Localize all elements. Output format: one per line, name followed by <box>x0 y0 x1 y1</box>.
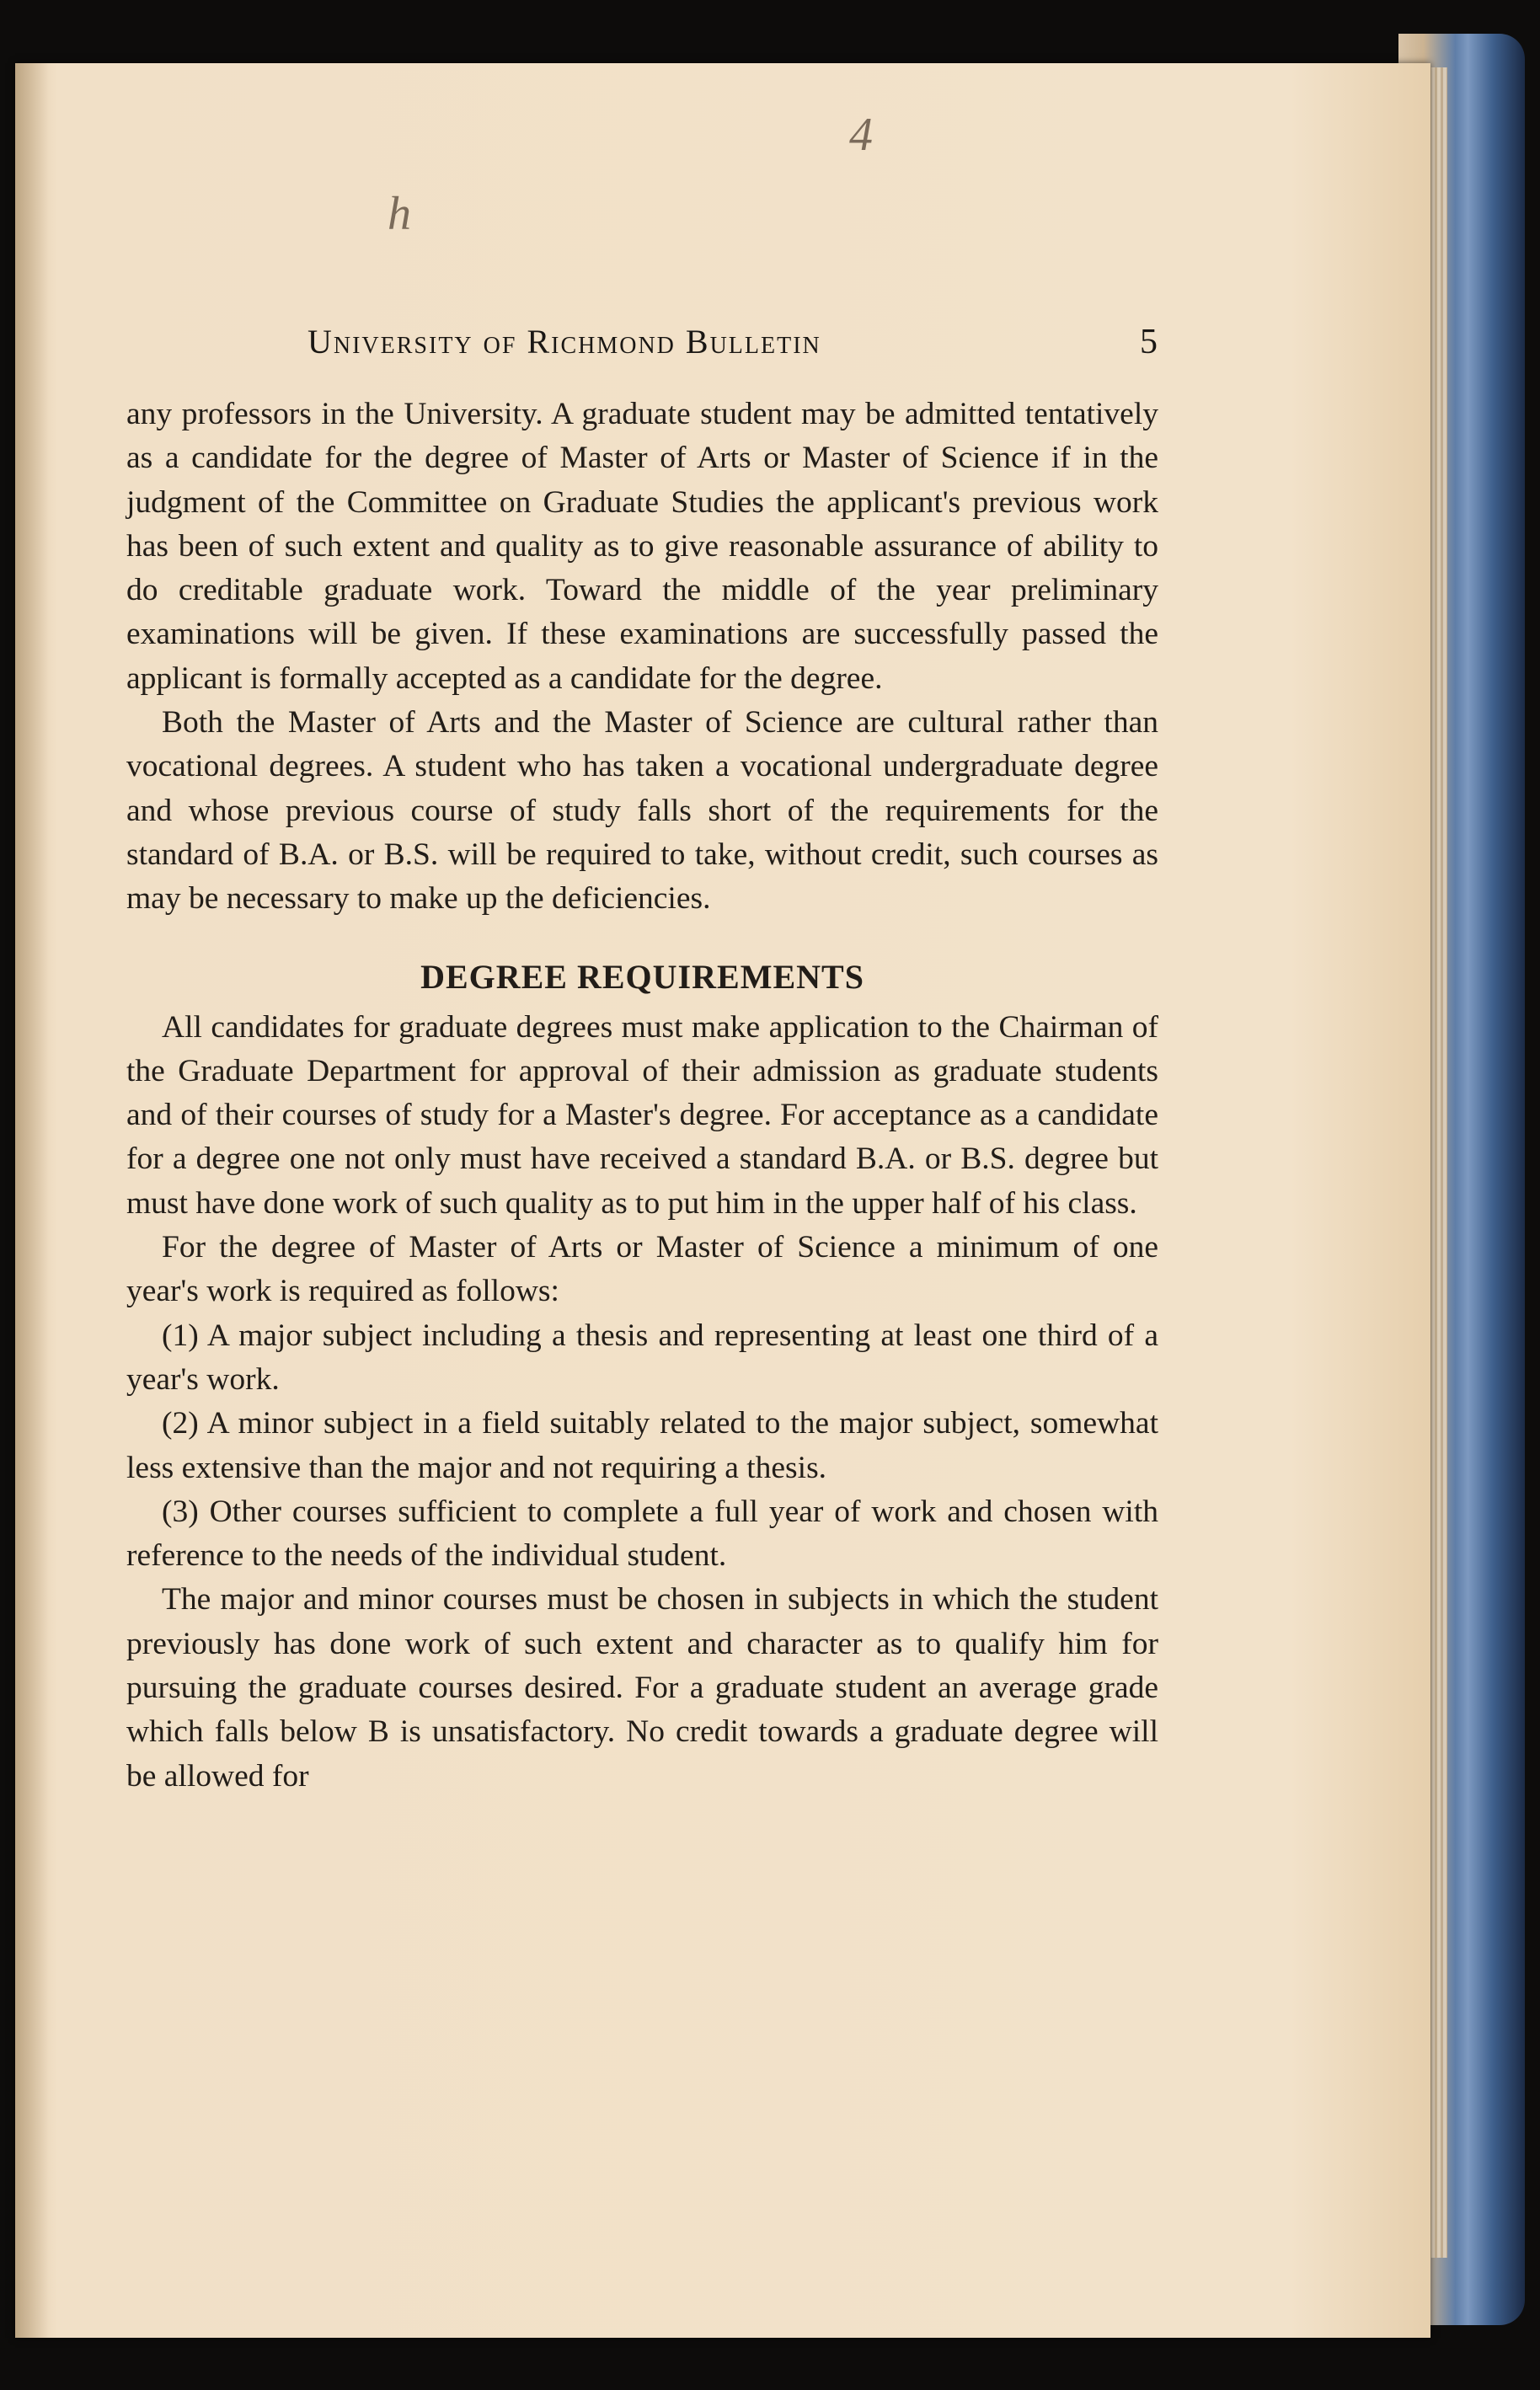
body-text <box>126 393 1158 1799</box>
paragraph: Both the Master of Arts and the Master of Science are cultural rather than vocational degrees. A student who has taken a vocational undergraduate degree and whose previous course of study falls short of the requirements for the standard of B.A. or B.S. will be required to take, without credit, such courses as may be necessary to make up the deficiencies. <box>126 705 1158 917</box>
running-head-title: University of Richmond Bulletin <box>307 323 821 361</box>
section-heading: DEGREE REQUIREMENTS <box>420 957 864 996</box>
list-item: (1) A major subject including a thesis and representing at least one third of a year's work. <box>126 1318 1158 1397</box>
gutter-shadow <box>15 63 49 2338</box>
pencil-mark-left: h <box>388 188 411 240</box>
list-item: (3) Other courses sufficient to complete a full year of work and chosen with reference to the needs of the individual student. <box>126 1494 1158 1574</box>
paragraph: The major and minor courses must be chosen in subjects in which the student previously has done work of such extent and character as to qualify him for pursuing the graduate courses desired. For a graduate student an average grade which falls below B is unsatisfactory. No credit towards a graduate degree will be allowed for <box>126 1582 1158 1794</box>
list-item: (2) A minor subject in a field suitably related to the major subject, somewhat less extensive than the major and not requiring a thesis. <box>126 1406 1158 1485</box>
paragraph: any professors in the University. A graduate student may be admitted tentatively as a candidate for the degree of Master of Arts or Master of Science if in the judgment of the Committee on Graduate Studies the applicant's previous work has been of such extent and quality as to give reasonable assurance of ability to do creditable graduate work. Toward the middle of the year preliminary examinations will be given. If these examinations are successfully passed the applicant is formally accepted as a candidate for the degree. <box>126 397 1158 696</box>
paragraph: All candidates for graduate degrees must make application to the Chairman of the Graduate Department for approval of their admission as graduate students and of their courses of study for a Master's degree. For acceptance as a candidate for a degree one not only must have received a standard B.A. or B.S. degree but must have done work of such quality as to put him in the upper half of his class. <box>126 1009 1158 1221</box>
pencil-mark-top: 4 <box>849 109 873 161</box>
paragraph: For the degree of Master of Arts or Master of Science a minimum of one year's work is required as follows: <box>126 1230 1158 1309</box>
running-head <box>126 322 1158 372</box>
page-number: 5 <box>1140 323 1158 361</box>
